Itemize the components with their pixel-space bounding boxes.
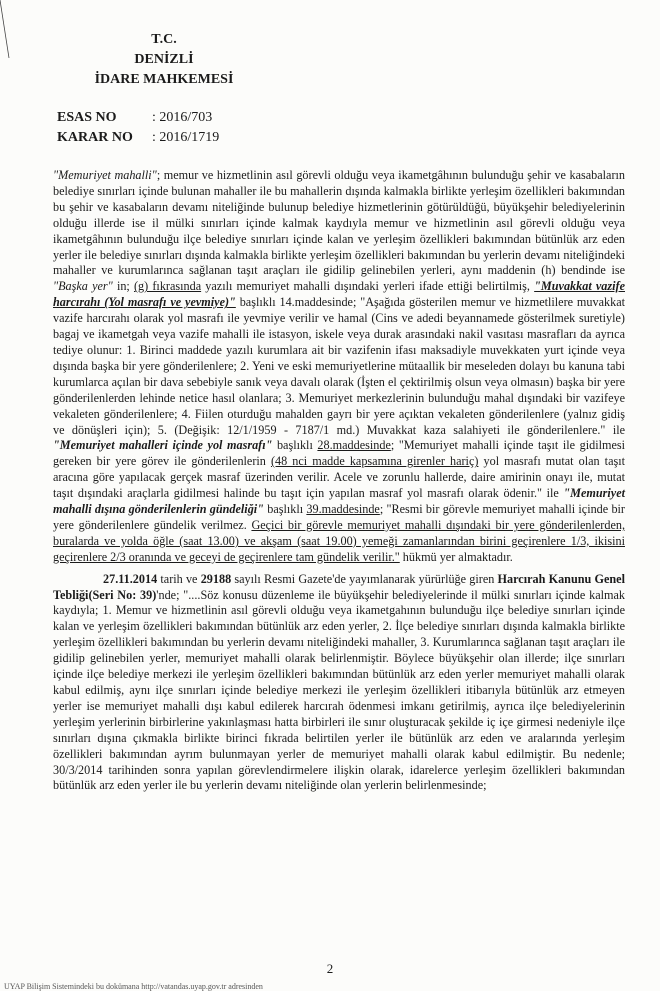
p1-heading-39: "Memuriyet mahalli dışına gönderilenlerin gündeliği" — [53, 486, 625, 517]
p1-term: "Memuriyet mahalli" — [53, 168, 157, 182]
p1-text-d: başlıklı 14.maddesinde; "Aşağıda gösterilen memur ve hizmetlilere muvakkat vazife harcırahı olarak yol masrafı ile yevmiye verilir ve hamal (Cins ve adedi beyannamede gösterilmek suretiyle) bagaj ve ikametgah veya vazife mahalli ile istasyon, iskele veya durak arasındaki nakil vasıtası masrafları da ayrıca tediye olunur: 1. Birinci maddede yazılı kurumlara ait bir vazifenin ifası maksadiyle muvekkaten yurt içinde veya dışında başka bir yere gönderilenlere; 2. Yeni ve eski memuriyetlerine mütaallik bir meseleden dolayı bu kanuna tabi kurumlarca açılan bir dava sebebiyle sanık veya davalı olarak (İşten el çektirilmiş olsun veya olmasın) başka bir yere gönderilenlerden lehinde netice hasıl olanlara; 3. Memuriyet merkezlerinin bulunduğu mahal dışındaki bir vazifeye vekaleten gönderilenlere; 4. Fiilen oturduğu mahalden gayrı bir yere açıktan vekaleten gönderilenlere (yalnız gidiş ve dönüşleri için); 5. (Değişik: 12/1/1959 - 7187/1 md.) Muvakkat kaza salahiyeti ile gönderilenlere." ile — [53, 295, 625, 437]
p1-text-e: başlıklı — [272, 438, 318, 453]
p1-text-b: in; — [112, 279, 134, 294]
p1-gecici-gorev: Geçici bir görevle memuriyet mahalli dışındaki bir yere gönderilenlerden, buralarda ve yolda öğle (saat 13.00) ve akşam (saat 19.00) yemeği zamanlarından birini geçirenlere 1/3, ikisini geçirenlere 2/3 oranında ve geceyi de geçirenlere tam gündelik verilir." — [53, 517, 625, 564]
esas-value: : 2016/703 — [152, 110, 213, 125]
karar-value: : 2016/1719 — [152, 130, 220, 145]
p2-gazette-no: 29188 — [200, 571, 232, 586]
p1-text-c: yazılı memuriyet mahalli dışındaki yerleri ifade ettiği belirtilmiş, — [201, 279, 535, 294]
scan-edge-mark — [0, 0, 10, 60]
p1-text-a: ; memur ve hizmetlinin asıl görevli olduğu veya ikametgâhının bulunduğu şehir ve kasabaların belediye sınırları içinde bulunan mahaller ile bu mahallerin dışında kalmakla birlikte yerleşim özellikleri bakımından bu şehir ve kasabaların devamı niteliğinde bulunup belediye hizmetlerinin götürüldüğü, büyükşehir belediyelerinin olduğu illerde ise il mülki sınırları içinde kalmak kaydıyla memur ve hizmetlinin asıl görevli olduğu veya ikametgâhının bulunduğu ilçe belediye sınırları içinde kalan ve yerleşim özellikleri bakımından bütünlük arz eden yerler ile belediye sınırları dışında kalmakla birlikte yerleşim özellikleri bakımından bu yerlerin devamı niteliğindeki mahaller ve kurumlarınca sağlanan taşıt araçları ile gidilip gelinebilen yerleri, aynı maddenin (h) bendinde ise — [53, 168, 625, 278]
footer-uyap: UYAP Bilişim Sistemindeki bu dokümana http://vatandas.uyap.gov.tr adresinden — [4, 982, 263, 991]
p1-text-f: ; "Memuriyet mahalli içinde taşıt ile gidilmesi gereken bir yere görev ile gönderilenlerin — [53, 438, 625, 469]
p1-heading-28: "Memuriyet mahalleri içinde yol masrafı" — [53, 438, 273, 453]
p1-term-baska-yer: "Başka yer" — [53, 279, 113, 294]
header-city: DENİZLİ — [134, 52, 194, 67]
esas-label: ESAS NO — [57, 110, 117, 125]
p1-article-28: 28.maddesinde — [317, 438, 391, 453]
header-court: İDARE MAHKEMESİ — [94, 72, 234, 87]
karar-label: KARAR NO — [57, 130, 133, 145]
p1-text-j: hükmü yer almaktadır. — [399, 549, 513, 564]
p2-date: 27.11.2014 — [103, 571, 158, 586]
p1-text-i: ; "Resmi bir görevle memuriyet mahalli içinde bir yere gönderilenlere gündelik verilmez. — [53, 502, 625, 532]
p1-text-h: başlıklı — [263, 502, 307, 517]
case-numbers — [57, 108, 219, 148]
header-tc: T.C. — [151, 32, 177, 47]
p2-text-b: sayılı Resmi Gazete'de yayımlanarak yürürlüğe giren — [231, 571, 498, 586]
p2-text-c: 'nde; "....Söz konusu düzenleme ile büyükşehir belediyelerinde il mülki sınırları içinde kalmak kaydıyla; 1. Memur ve hizmetlinin asıl görevli olduğu veya ikametgahının bulunduğu ilçe belediye sınırları içinde kalan ve yerleşim özellikleri bakımından bütünlük arz eden yerler, 2. İlçe belediye sınırları dışında kalmakla birlikte yerleşim özellikleri bakımından bu yerlerin devamı niteliğindeki mahaller, 3. Kurumlarınca sağlanan taşıt araçları ile gidilip gelinebilen yerler, memuriyet mahalli olarak belirlenmiştir. Böylece büyükşehir olan illerde; ilçe sınırları içinde ilçe belediye merkezi ile yerleşim özellikleri bakımından bütünlük arz eden yerler memuriyet mahalli olarak kabul edilmiş, aynı ilçe sınırları içinde belediye merkezi ile yerleşim özellikleri itibarıyla bütünlük arz etmeyen yerler ise memuriyet mahalli dışı kabul edilerek harcırah ödenmesi imkanı getirilmiş, ayrıca ilçe belediyelerinin yerleşim yerlerinin birbirlerine yakınlaşması hatta birbirleri ile sınır oluşturacak şekilde iç içe girmesi nedeniyle ilçe sınırları dışına çıkmakla birlikte birinci fıkrada belirtilen yerler ile bütünlük arz eden ve aralarında yerleşim özellikleri bakımından ayrım bulunmayan yerler de memuriyet mahalli olarak kabul edilmiştir. Bu nedenle; 30/3/2014 tarihinden sonra yapılan görevlendirmelere ilişkin olarak, idarelerce yerleşim özellikleri bakımından bütünlük arz eden yerler ile bu yerlerin devamı niteliğinde olan yerlerin belirlenmesinde; — [53, 587, 625, 793]
esas-row — [57, 108, 219, 128]
p1-fikra: (g) fıkrasında — [133, 279, 202, 294]
p1-text-g: yol masrafı mutat olan taşıt aracına göre yapılacak gerçek masraf üzerinden verilir. Acele ve zorunlu hallerde, daire amirinin onayı ile, mutat taşıt dışındaki araçlarla gidilmesi halinde bu taşıt için yapılan masraf yol masrafı olarak ödenir." ile — [53, 454, 625, 501]
p2-teblig-title: Harcırah Kanunu Genel Tebliği(Seri No: 39) — [53, 571, 625, 602]
paragraph-2 — [53, 572, 625, 795]
p1-exception: (48 nci madde kapsamına girenler hariç) — [270, 454, 479, 469]
document-body — [53, 168, 625, 794]
p1-heading-14: "Muvakkat vazife harcırahı (Yol masrafı ve yevmiye)" — [53, 279, 625, 310]
p2-text-a: tarih ve — [157, 571, 201, 586]
p1-article-39: 39.maddesinde — [306, 502, 380, 517]
page-number: 2 — [326, 961, 334, 976]
karar-row — [57, 128, 219, 148]
paragraph-1 — [53, 168, 625, 566]
court-header — [94, 30, 234, 90]
